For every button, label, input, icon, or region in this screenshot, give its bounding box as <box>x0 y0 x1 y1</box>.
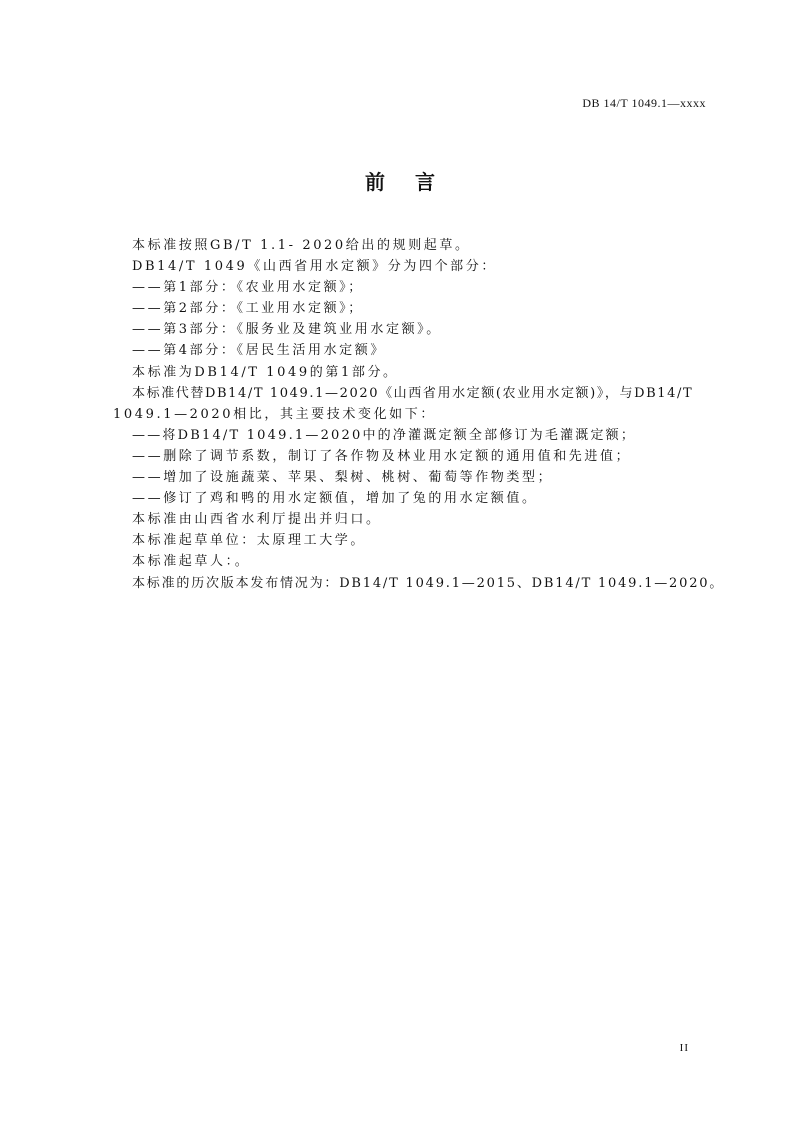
list-item: ——删除了调节系数，制订了各作物及林业用水定额的通用值和先进值； <box>132 448 632 464</box>
document-code-header: DB 14/T 1049.1—xxxx <box>582 96 706 110</box>
section-title <box>0 166 800 195</box>
foreword-body <box>113 235 725 594</box>
paragraph-line: 本标准起草单位：太原理工大学。 <box>132 533 367 549</box>
list-item: ——增加了设施蔬菜、苹果、梨树、桃树、葡萄等作物类型； <box>132 470 554 486</box>
paragraph-line-continued: 1049.1—2020相比，其主要技术变化如下： <box>113 406 436 422</box>
paragraph-line: DB14/T 1049《山西省用水定额》分为四个部分： <box>132 259 497 275</box>
list-item: ——修订了鸡和鸭的用水定额值，增加了兔的用水定额值。 <box>132 491 538 507</box>
paragraph-line: 本标准代替DB14/T 1049.1—2020《山西省用水定额(农业用水定额)》，与DB14/T <box>132 385 694 401</box>
paragraph-line: 本标准起草人：。 <box>132 554 251 570</box>
page-number: II <box>679 1042 689 1054</box>
paragraph-line: 本标准按照GB/T 1.1- 2020给出的规则起草。 <box>132 238 471 253</box>
list-item: ——第4部分：《居民生活用水定额》 <box>132 343 386 359</box>
list-item: ——第2部分：《工业用水定额》； <box>132 301 364 317</box>
paragraph-line: 本标准为DB14/T 1049的第1部分。 <box>132 364 399 380</box>
section-title-text: 前言 <box>365 170 465 194</box>
paragraph-line: 本标准由山西省水利厅提出并归口。 <box>132 512 382 528</box>
paragraph-line: 本标准的历次版本发布情况为：DB14/T 1049.1—2015、DB14/T 1049.1—2020。 <box>132 575 725 591</box>
list-item: ——第3部分：《服务业及建筑业用水定额》。 <box>132 322 442 338</box>
list-item: ——第1部分：《农业用水定额》； <box>132 280 364 296</box>
list-item: ——将DB14/T 1049.1—2020中的净灌溉定额全部修订为毛灌溉定额； <box>132 427 637 443</box>
